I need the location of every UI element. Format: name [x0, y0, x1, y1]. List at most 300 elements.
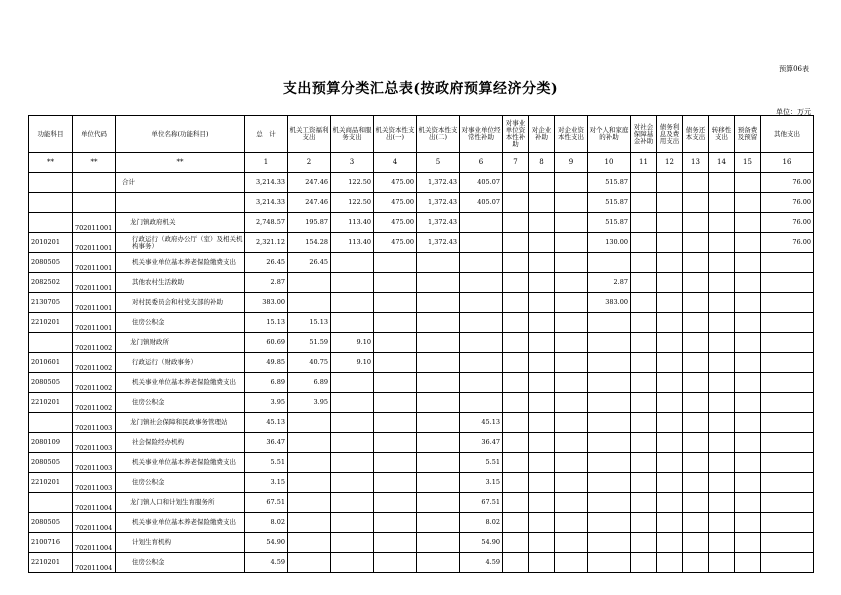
amount-cell — [555, 293, 588, 313]
amount-cell — [657, 213, 683, 233]
function-code-cell — [29, 413, 73, 433]
amount-cell — [374, 313, 417, 333]
amount-cell — [555, 553, 588, 573]
unit-code-cell: 702011001 — [73, 213, 116, 233]
amount-cell — [555, 433, 588, 453]
amount-cell — [709, 313, 735, 333]
column-index: 16 — [761, 153, 814, 173]
amount-cell — [761, 533, 814, 553]
column-index: 1 — [245, 153, 288, 173]
amount-cell — [588, 413, 631, 433]
amount-cell: 247.46 — [288, 193, 331, 213]
amount-cell: 1,372.43 — [417, 213, 460, 233]
column-header: 机关商品和服务支出 — [331, 116, 374, 153]
unit-code-cell: 702011001 — [73, 253, 116, 273]
amount-cell — [761, 413, 814, 433]
amount-cell — [331, 453, 374, 473]
unit-name-cell: 合计 — [116, 173, 245, 193]
column-index: 8 — [529, 153, 555, 173]
amount-cell: 3.95 — [245, 393, 288, 413]
amount-cell — [417, 453, 460, 473]
amount-cell: 2.87 — [588, 273, 631, 293]
amount-cell: 475.00 — [374, 193, 417, 213]
amount-cell — [529, 453, 555, 473]
amount-cell — [657, 373, 683, 393]
unit-code-cell: 702011003 — [73, 473, 116, 493]
amount-cell — [460, 393, 503, 413]
function-code-cell: 2100716 — [29, 533, 73, 553]
amount-cell — [460, 213, 503, 233]
amount-cell — [529, 293, 555, 313]
amount-cell: 3,214.33 — [245, 193, 288, 213]
amount-cell: 6.89 — [288, 373, 331, 393]
amount-cell — [588, 313, 631, 333]
amount-cell — [555, 253, 588, 273]
amount-cell — [460, 233, 503, 253]
unit-code-cell: 702011003 — [73, 453, 116, 473]
amount-cell — [417, 293, 460, 313]
column-header: 对事业单位资本性补助 — [503, 116, 529, 153]
amount-cell — [555, 453, 588, 473]
amount-cell: 1,372.43 — [417, 193, 460, 213]
amount-cell: 76.00 — [761, 213, 814, 233]
amount-cell — [683, 393, 709, 413]
amount-cell — [529, 533, 555, 553]
amount-cell: 2,748.57 — [245, 213, 288, 233]
amount-cell — [503, 353, 529, 373]
amount-cell — [657, 173, 683, 193]
amount-cell — [331, 473, 374, 493]
table-row — [29, 233, 814, 253]
budget-table — [28, 115, 814, 573]
column-index: 15 — [735, 153, 761, 173]
unit-name-cell: 行政运行（政府办公厅（室）及相关机构事务） — [116, 233, 245, 253]
amount-cell — [657, 353, 683, 373]
amount-cell: 195.87 — [288, 213, 331, 233]
amount-cell — [631, 453, 657, 473]
column-index: 4 — [374, 153, 417, 173]
unit-code-cell: 702011001 — [73, 313, 116, 333]
column-index: 2 — [288, 153, 331, 173]
amount-cell — [529, 273, 555, 293]
amount-cell — [709, 453, 735, 473]
amount-cell — [709, 353, 735, 373]
amount-cell — [374, 393, 417, 413]
amount-cell — [631, 373, 657, 393]
column-header: 对事业单位经常性补助 — [460, 116, 503, 153]
column-header: 总 计 — [245, 116, 288, 153]
amount-cell — [735, 233, 761, 253]
function-code-cell: 2080505 — [29, 373, 73, 393]
amount-cell: 405.07 — [460, 193, 503, 213]
amount-cell: 383.00 — [245, 293, 288, 313]
unit-code-cell: 702011002 — [73, 353, 116, 373]
amount-cell — [657, 493, 683, 513]
amount-cell — [761, 293, 814, 313]
amount-cell — [503, 193, 529, 213]
amount-cell: 45.13 — [460, 413, 503, 433]
amount-cell — [288, 493, 331, 513]
amount-cell — [460, 373, 503, 393]
amount-cell — [735, 253, 761, 273]
amount-cell — [331, 433, 374, 453]
amount-cell — [331, 373, 374, 393]
amount-cell: 15.13 — [245, 313, 288, 333]
unit-code-cell — [73, 173, 116, 193]
function-code-cell: 2210201 — [29, 473, 73, 493]
table-row — [29, 313, 814, 333]
amount-cell — [503, 393, 529, 413]
amount-cell: 26.45 — [288, 253, 331, 273]
amount-cell: 5.51 — [245, 453, 288, 473]
amount-cell — [529, 493, 555, 513]
amount-cell — [588, 513, 631, 533]
amount-cell — [288, 473, 331, 493]
amount-cell — [761, 453, 814, 473]
amount-cell — [417, 273, 460, 293]
amount-cell — [709, 393, 735, 413]
amount-cell — [555, 493, 588, 513]
unit-name-cell: 龙门镇社会保障和民政事务管理站 — [116, 413, 245, 433]
amount-cell: 122.50 — [331, 193, 374, 213]
unit-code-cell: 702011001 — [73, 273, 116, 293]
amount-cell — [631, 173, 657, 193]
amount-cell — [735, 433, 761, 453]
amount-cell: 247.46 — [288, 173, 331, 193]
amount-cell — [503, 333, 529, 353]
amount-cell — [417, 353, 460, 373]
amount-cell — [503, 233, 529, 253]
amount-cell — [503, 493, 529, 513]
amount-cell — [683, 293, 709, 313]
amount-cell — [588, 553, 631, 573]
unit-code-cell: 702011004 — [73, 533, 116, 553]
amount-cell — [417, 413, 460, 433]
amount-cell — [735, 373, 761, 393]
amount-cell — [631, 473, 657, 493]
function-code-cell: 2080505 — [29, 453, 73, 473]
amount-cell — [735, 413, 761, 433]
amount-cell — [683, 553, 709, 573]
amount-cell: 51.59 — [288, 333, 331, 353]
amount-cell — [657, 253, 683, 273]
amount-cell — [709, 533, 735, 553]
amount-cell — [631, 273, 657, 293]
unit-code-cell: 702011002 — [73, 333, 116, 353]
column-header: 对企业资本性支出 — [555, 116, 588, 153]
column-header: 债务利息及费用支出 — [657, 116, 683, 153]
function-code-cell: 2080109 — [29, 433, 73, 453]
amount-cell — [735, 553, 761, 573]
amount-cell — [503, 453, 529, 473]
column-header: 预备费及预留 — [735, 116, 761, 153]
amount-cell — [735, 353, 761, 373]
column-header: 机关资本性支出(二) — [417, 116, 460, 153]
amount-cell: 36.47 — [245, 433, 288, 453]
amount-cell: 8.02 — [460, 513, 503, 533]
amount-cell — [657, 453, 683, 473]
function-code-cell: 2010601 — [29, 353, 73, 373]
amount-cell — [529, 433, 555, 453]
amount-cell: 8.02 — [245, 513, 288, 533]
amount-cell — [761, 253, 814, 273]
amount-cell — [588, 453, 631, 473]
column-index: ** — [73, 153, 116, 173]
column-header: 功能科目 — [29, 116, 73, 153]
amount-cell: 405.07 — [460, 173, 503, 193]
table-row — [29, 333, 814, 353]
amount-cell — [503, 253, 529, 273]
amount-cell: 475.00 — [374, 213, 417, 233]
amount-cell — [417, 513, 460, 533]
column-header: 单位名称(功能科目) — [116, 116, 245, 153]
table-row — [29, 393, 814, 413]
amount-cell — [657, 293, 683, 313]
column-header: 机关工资福利支出 — [288, 116, 331, 153]
amount-cell — [761, 353, 814, 373]
column-header: 转移性支出 — [709, 116, 735, 153]
unit-code-cell: 702011003 — [73, 413, 116, 433]
function-code-cell: 2082502 — [29, 273, 73, 293]
amount-cell — [683, 453, 709, 473]
amount-cell — [735, 273, 761, 293]
amount-cell — [735, 453, 761, 473]
amount-cell — [631, 353, 657, 373]
table-row — [29, 473, 814, 493]
amount-cell — [331, 533, 374, 553]
amount-cell — [555, 213, 588, 233]
amount-cell: 4.59 — [245, 553, 288, 573]
amount-cell — [735, 533, 761, 553]
amount-cell — [374, 373, 417, 393]
table-row — [29, 533, 814, 553]
amount-cell — [709, 253, 735, 273]
amount-cell: 26.45 — [245, 253, 288, 273]
function-code-cell: 2010201 — [29, 233, 73, 253]
function-code-cell — [29, 213, 73, 233]
amount-cell: 3.95 — [288, 393, 331, 413]
amount-cell — [735, 333, 761, 353]
amount-cell — [374, 433, 417, 453]
unit-code-cell: 702011001 — [73, 233, 116, 253]
amount-cell — [588, 253, 631, 273]
column-index: 6 — [460, 153, 503, 173]
amount-cell — [529, 473, 555, 493]
amount-cell — [529, 413, 555, 433]
column-header: 对个人和家庭的补助 — [588, 116, 631, 153]
amount-cell — [374, 553, 417, 573]
amount-cell: 76.00 — [761, 233, 814, 253]
amount-cell — [631, 333, 657, 353]
unit-name-cell: 机关事业单位基本养老保险缴费支出 — [116, 453, 245, 473]
table-row — [29, 513, 814, 533]
amount-cell — [761, 333, 814, 353]
amount-cell: 2,321.12 — [245, 233, 288, 253]
amount-cell — [709, 373, 735, 393]
amount-cell — [460, 293, 503, 313]
amount-cell — [588, 493, 631, 513]
amount-cell — [503, 533, 529, 553]
amount-cell — [417, 253, 460, 273]
amount-cell — [588, 433, 631, 453]
function-code-cell: 2080505 — [29, 513, 73, 533]
column-header: 对社会保障基金补助 — [631, 116, 657, 153]
table-row — [29, 173, 814, 193]
amount-cell — [709, 473, 735, 493]
table-row — [29, 193, 814, 213]
amount-cell — [555, 393, 588, 413]
table-row — [29, 433, 814, 453]
column-index: 7 — [503, 153, 529, 173]
column-index: ** — [116, 153, 245, 173]
amount-cell — [374, 293, 417, 313]
amount-cell — [503, 513, 529, 533]
amount-cell: 383.00 — [588, 293, 631, 313]
amount-cell — [331, 413, 374, 433]
table-row — [29, 413, 814, 433]
table-row — [29, 453, 814, 473]
column-header: 债务还本支出 — [683, 116, 709, 153]
amount-cell: 9.10 — [331, 353, 374, 373]
amount-cell — [709, 173, 735, 193]
amount-cell: 15.13 — [288, 313, 331, 333]
amount-cell — [588, 473, 631, 493]
amount-cell: 515.87 — [588, 193, 631, 213]
amount-cell — [417, 473, 460, 493]
amount-cell: 76.00 — [761, 173, 814, 193]
amount-cell — [331, 273, 374, 293]
amount-cell — [460, 353, 503, 373]
amount-cell: 130.00 — [588, 233, 631, 253]
amount-cell — [657, 193, 683, 213]
amount-cell — [631, 413, 657, 433]
function-code-cell — [29, 193, 73, 213]
amount-cell — [735, 213, 761, 233]
amount-cell: 40.75 — [288, 353, 331, 373]
amount-cell — [288, 453, 331, 473]
unit-code-cell: 702011001 — [73, 293, 116, 313]
amount-cell — [735, 313, 761, 333]
amount-cell — [503, 413, 529, 433]
amount-cell — [555, 373, 588, 393]
amount-cell: 122.50 — [331, 173, 374, 193]
amount-cell — [331, 493, 374, 513]
unit-code-cell: 702011004 — [73, 493, 116, 513]
table-number-label: 预算06表 — [779, 65, 809, 73]
table-row — [29, 553, 814, 573]
amount-cell — [529, 253, 555, 273]
unit-code-cell: 702011002 — [73, 393, 116, 413]
amount-cell — [761, 393, 814, 413]
amount-cell — [331, 253, 374, 273]
amount-cell — [503, 293, 529, 313]
amount-cell — [735, 193, 761, 213]
amount-cell — [657, 333, 683, 353]
amount-cell: 3.15 — [460, 473, 503, 493]
amount-cell: 36.47 — [460, 433, 503, 453]
table-row — [29, 213, 814, 233]
amount-cell — [331, 293, 374, 313]
unit-name-cell: 龙门镇人口和计划生育服务所 — [116, 493, 245, 513]
function-code-cell: 2080505 — [29, 253, 73, 273]
amount-cell: 76.00 — [761, 193, 814, 213]
amount-cell — [288, 533, 331, 553]
amount-cell — [529, 233, 555, 253]
amount-cell — [417, 313, 460, 333]
amount-cell: 1,372.43 — [417, 173, 460, 193]
amount-cell — [374, 473, 417, 493]
amount-cell — [417, 333, 460, 353]
amount-cell — [761, 473, 814, 493]
amount-cell — [503, 273, 529, 293]
amount-cell — [555, 473, 588, 493]
function-code-cell — [29, 333, 73, 353]
amount-cell — [631, 493, 657, 513]
function-code-cell — [29, 493, 73, 513]
unit-code-cell: 702011002 — [73, 373, 116, 393]
unit-name-cell: 机关事业单位基本养老保险缴费支出 — [116, 513, 245, 533]
amount-cell — [374, 253, 417, 273]
amount-cell — [631, 213, 657, 233]
column-header: 对企业补助 — [529, 116, 555, 153]
amount-cell — [683, 253, 709, 273]
column-header: 单位代码 — [73, 116, 116, 153]
amount-cell — [683, 193, 709, 213]
amount-cell — [631, 533, 657, 553]
amount-cell — [555, 413, 588, 433]
amount-cell — [657, 553, 683, 573]
amount-cell — [631, 433, 657, 453]
table-row — [29, 373, 814, 393]
amount-cell — [555, 353, 588, 373]
amount-cell — [503, 433, 529, 453]
unit-name-cell: 龙门镇政府机关 — [116, 213, 245, 233]
unit-name-cell: 行政运行（财政事务） — [116, 353, 245, 373]
amount-cell — [460, 253, 503, 273]
amount-cell — [331, 553, 374, 573]
unit-code-cell: 702011004 — [73, 553, 116, 573]
amount-cell — [417, 553, 460, 573]
amount-cell — [588, 533, 631, 553]
unit-name-cell: 机关事业单位基本养老保险缴费支出 — [116, 373, 245, 393]
amount-cell — [374, 453, 417, 473]
amount-cell — [683, 493, 709, 513]
unit-name-cell: 对村民委员会和村党支部的补助 — [116, 293, 245, 313]
amount-cell — [374, 273, 417, 293]
amount-cell — [683, 433, 709, 453]
amount-cell — [709, 553, 735, 573]
function-code-cell — [29, 173, 73, 193]
unit-label: 单位：万元 — [776, 108, 811, 116]
amount-cell — [709, 333, 735, 353]
amount-cell — [555, 193, 588, 213]
amount-cell: 6.89 — [245, 373, 288, 393]
amount-cell — [555, 273, 588, 293]
unit-code-cell: 702011003 — [73, 433, 116, 453]
amount-cell — [657, 413, 683, 433]
column-header: 其他支出 — [761, 116, 814, 153]
amount-cell — [288, 413, 331, 433]
amount-cell — [529, 353, 555, 373]
amount-cell — [288, 433, 331, 453]
table-row — [29, 253, 814, 273]
amount-cell — [683, 513, 709, 533]
amount-cell — [683, 353, 709, 373]
amount-cell — [460, 313, 503, 333]
amount-cell: 45.13 — [245, 413, 288, 433]
column-index: 9 — [555, 153, 588, 173]
amount-cell — [631, 193, 657, 213]
